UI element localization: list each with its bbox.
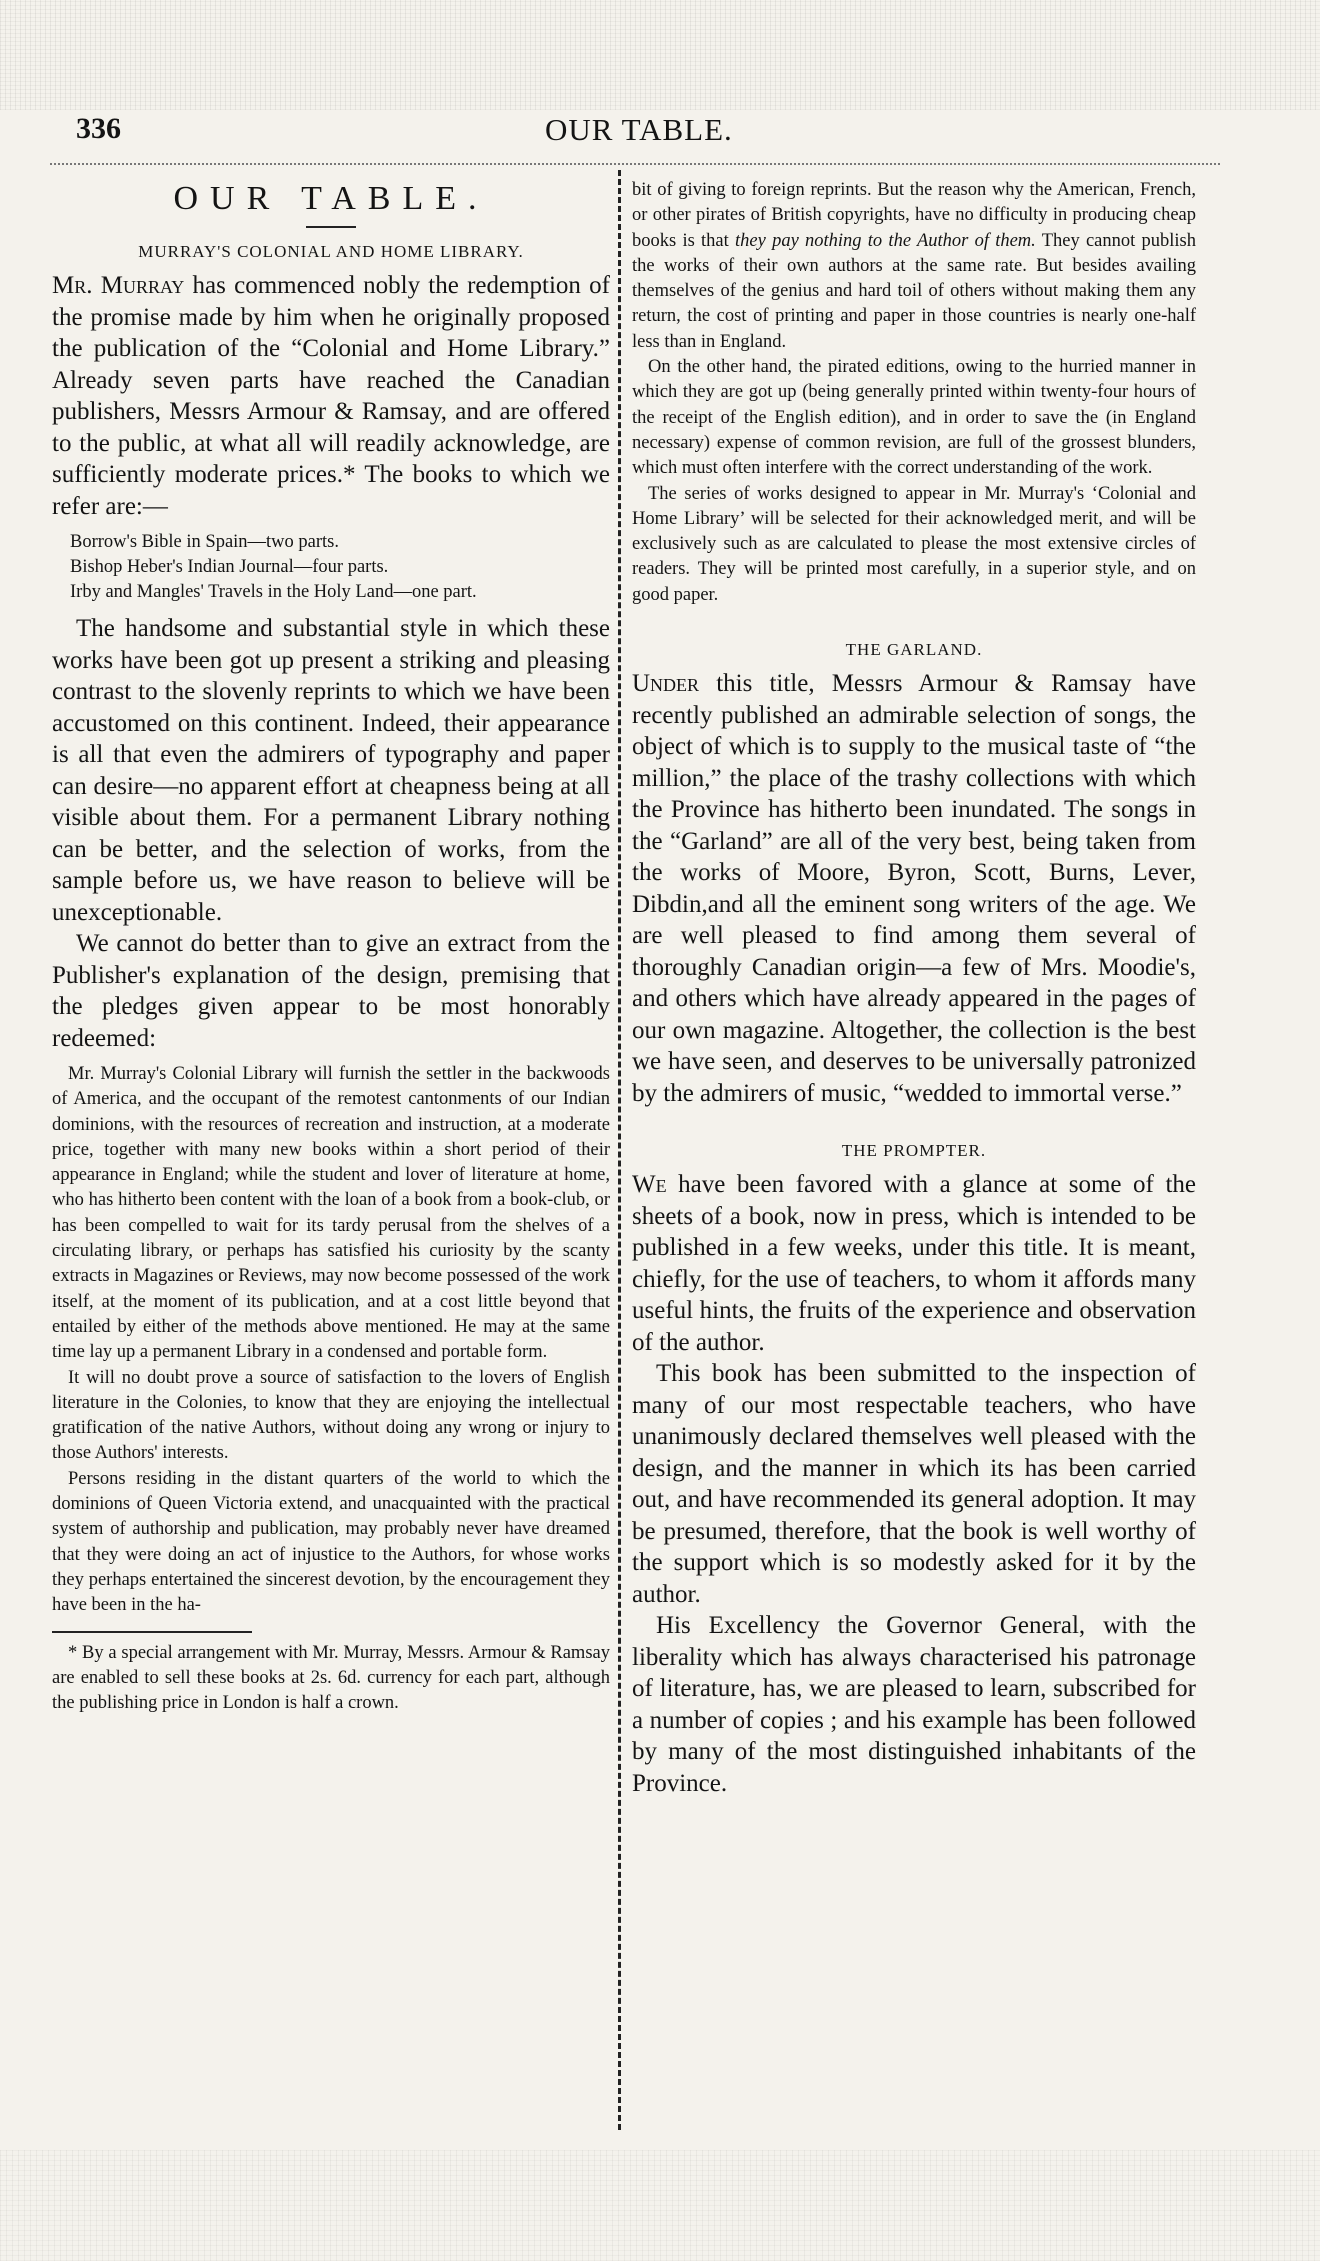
quote-text: bit of giving to foreign reprints. But the reason why the American, French, or other pirates of British copyrights, have no difficulty in producing cheap books is that (632, 180, 1196, 251)
column-divider (618, 170, 621, 2130)
article-paragraph: We cannot do better than to give an extract from the Publisher's explanation of the design, premising that the pledges given appear to be most honorably redeemed: (52, 930, 610, 1052)
lead-words: Under (632, 670, 700, 698)
article-heading-colonial-library: MURRAY'S COLONIAL AND HOME LIBRARY. (138, 242, 524, 261)
quoted-paragraph: On the other hand, the pirated editions, owing to the hurried manner in which they are got up (being generally printed within twenty-four hours of the receipt of the English edition), and in order to save the (in England necessary) expense of common revision, are full of the grossest blunders, which must often interfere with the correct understanding of the work. (632, 357, 1196, 479)
article-paragraph (632, 668, 1196, 1109)
quoted-paragraph: The series of works designed to appear in Mr. Murray's ‘Colonial and Home Library’ will be selected for their acknowledged merit, and will be exclusively such as are calculated to please the most extensive circles of readers. They will be printed most carefully, in a superior style, and on good paper. (632, 483, 1196, 605)
article-paragraph: The handsome and substantial style in which these works have been got up present a striking and pleasing contrast to the slovenly reprints to which we have been accustomed on this continent. Indeed, their appearance is all that even the admirers of typography and paper can desire—no apparent effort at cheapness being at all visible about them. For a permanent Library nothing can be better, and the selection of works, from the sample before us, we have reason to believe will be unexceptionable. (52, 615, 610, 926)
header-rule (50, 163, 1220, 165)
lead-words: We (632, 1171, 667, 1199)
paper-texture-top (0, 0, 1320, 110)
paragraph-text: this title, Messrs Armour & Ramsay have recently published an admirable selection of songs, the object of which is to supply to the musical taste of “the million,” the place of the trashy collections with which the Province has hitherto been inundated. The songs in the “Garland” are all of the very best, being taken from the works of Moore, Byron, Scott, Burns, Lever, Dibdin,and all the eminent song writers of the age. We are well pleased to find among them several of thoroughly Canadian origin—a few of Mrs. Moodie's, and others which have already appeared in the pages of our own magazine. Altogether, the collection is the best we have seen, and deserves to be universally patronized by the admirers of music, “wedded to immortal verse.” (632, 670, 1196, 1107)
section-title: OUR TABLE. (173, 180, 489, 217)
footnote-rule (52, 1631, 252, 1633)
paragraph-text: have been favored with a glance at some of the sheets of a book, now in press, which is intended to be published in a few weeks, under this title. It is meant, chiefly, for the use of teachers, to whom it affords many useful hints, the fruits of the experience and observation of the author. (632, 1171, 1196, 1356)
quoted-paragraph: It will no doubt prove a source of satisfaction to the lovers of English literature in the Colonies, to know that they are enjoying the intellectual gratification of the native Authors, without doing any wrong or injury to those Authors' interests. (52, 1367, 610, 1464)
page-number: 336 (76, 112, 121, 145)
page-header (70, 108, 1270, 158)
title-rule (306, 226, 356, 228)
article-heading-prompter: THE PROMPTER. (841, 1141, 987, 1161)
paragraph-text: has commenced nobly the redemption of the promise made by him when he originally proposed the publication of the “Colonial and Home Library.” Already seven parts have reached the Canadian publishers, Messrs Armour & Ramsay, and are offered to the public, at what all will readily acknowledge, are sufficiently moderate prices.* The books to which we refer are:— (52, 272, 610, 520)
paper-texture-bottom (0, 2150, 1320, 2261)
quote-emphasis: they pay nothing to the Author of them. (735, 230, 1036, 251)
lead-words: Mr. Murray (52, 272, 185, 299)
footnote: * By a special arrangement with Mr. Murray, Messrs. Armour & Ramsay are enabled to sell these books at 2s. 6d. currency for each part, although the publishing price in London is half a crown. (52, 1642, 610, 1714)
list-item: Borrow's Bible in Spain—two parts. (70, 532, 339, 552)
quoted-paragraph (632, 178, 1196, 355)
article-paragraph: This book has been submitted to the inspection of many of our most respectable teachers, who have unanimously declared themselves well pleased with the design, and the manner in which its has been carried out, and have recommended its general adoption. It may be presumed, therefore, that the book is well worthy of the support which is so modestly asked for it by the author. (632, 1360, 1196, 1608)
quoted-paragraph: Persons residing in the distant quarters of the world to which the dominions of Queen Victoria extend, and unacquainted with the practical system of authorship and publication, may probably never have dreamed that they were doing an act of injustice to the Authors, for whose works they perhaps entertained the sincerest devotion, by the encouragement they have been in the ha- (52, 1468, 610, 1616)
running-head: OUR TABLE. (545, 112, 733, 147)
right-column (632, 178, 1196, 2133)
article-heading-garland: THE GARLAND. (845, 640, 983, 660)
quote-text: They cannot publish the works of their own authors at the same rate. But besides availing themselves of the genius and hard toil of others without making them any return, the cost of printing and paper in those countries is nearly one-half less than in England. (632, 230, 1196, 352)
left-column (52, 178, 610, 2133)
list-item: Irby and Mangles' Travels in the Holy Land—one part. (70, 582, 477, 602)
list-item: Bishop Heber's Indian Journal—four parts. (70, 557, 389, 577)
article-paragraph (632, 1169, 1196, 1358)
book-list (70, 530, 610, 605)
article-paragraph: His Excellency the Governor General, with the liberality which has always characterised his patronage of literature, has, we are pleased to learn, subscribed for a number of copies ; and his example has been followed by many of the most distinguished inhabitants of the Province. (632, 1612, 1196, 1797)
article-paragraph (52, 270, 610, 522)
quoted-paragraph: Mr. Murray's Colonial Library will furnish the settler in the backwoods of America, and the occupant of the remotest cantonments of our Indian dominions, with the resources of recreation and instruction, at a moderate price, together with many new books within a short period of their appearance in England; while the student and lover of literature at home, who has hitherto been content with the loan of a book from a book-club, or has been compelled to wait for its tardy perusal from the shelves of a circulating library, or perhaps has satisfied his curiosity by the scanty extracts in Magazines or Reviews, may now become possessed of the work itself, at the moment of its publication, and at a cost little beyond that entailed by either of the methods above mentioned. He may at the same time lay up a permanent Library in a condensed and portable form. (52, 1064, 610, 1363)
